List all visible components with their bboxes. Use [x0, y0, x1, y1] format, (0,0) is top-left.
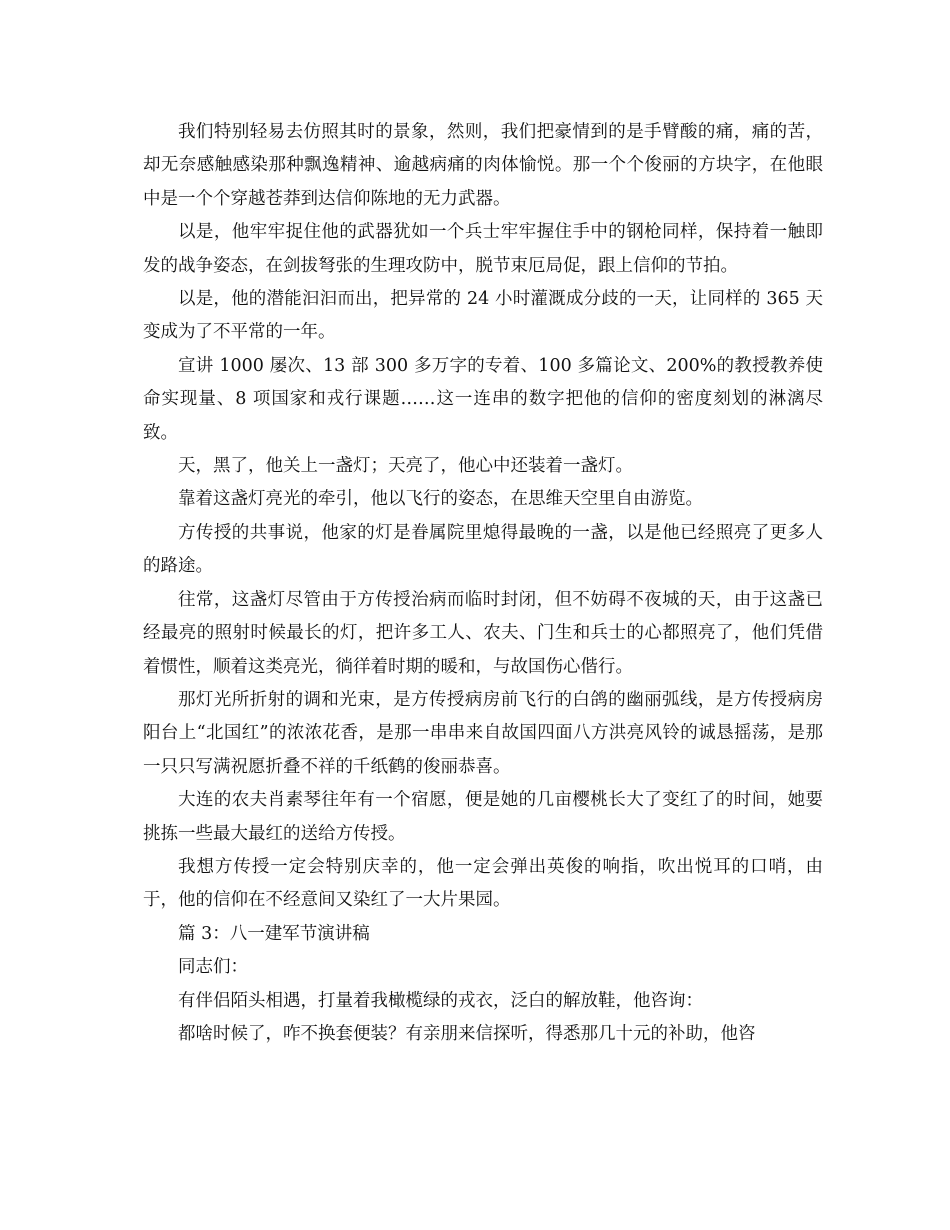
- paragraph-3: 以是，他的潜能汩汩而出，把异常的 24 小时灌溉成分歧的一天，让同样的 365 天变成为了不平常的一年。: [143, 289, 823, 343]
- section-heading: 篇 3：八一建军节演讲稿: [178, 923, 370, 944]
- paragraph-5: 天，黑了，他关上一盏灯；天亮了，他心中还装着一盏灯。: [178, 456, 633, 477]
- paragraph-14: 有伴侣陌头相遇，打量着我橄榄绿的戎衣，泛白的解放鞋，他咨询：: [178, 990, 703, 1011]
- paragraph-10: 大连的农夫肖素琴往年有一个宿愿，便是她的几亩樱桃长大了变红了的时间，她要挑拣一些最大最红的送给方传授。: [143, 790, 823, 844]
- paragraph-15: 都啥时候了，咋不换套便装？有亲朋来信探听，得悉那几十元的补助，他咨: [178, 1023, 756, 1044]
- paragraph-8: 往常，这盏灯尽管由于方传授治病而临时封闭，但不妨碍不夜城的天，由于这盏已经最亮的照射时候最长的灯，把许多工人、农夫、门生和兵士的心都照亮了，他们凭借着惯性，顺着这类亮光，徜徉着时期的暖和，与故国伤心偕行。: [143, 589, 823, 677]
- paragraph-6: 靠着这盏灯亮光的牵引，他以飞行的姿态，在思维天空里自由游览。: [178, 489, 703, 510]
- paragraph-1: 我们特别轻易去仿照其时的景象，然则，我们把豪情到的是手臂酸的痛，痛的苦，却无奈感触感染那种飘逸精神、逾越病痛的肉体愉悦。那一个个俊丽的方块字，在他眼中是一个个穿越苍莽到达信仰陈地的无力武器。: [143, 122, 823, 209]
- document-body: [143, 116, 823, 1051]
- paragraph-9: 那灯光所折射的调和光束，是方传授病房前飞行的白鸽的幽丽弧线，是方传授病房阳台上“北国红”的浓浓花香，是那一串串来自故国四面八方洪亮风铃的诚恳摇荡，是那一只只写满祝愿折叠不祥的千纸鹤的俊丽恭喜。: [143, 689, 823, 777]
- paragraph-7: 方传授的共事说，他家的灯是眷属院里熄得最晚的一盏，以是他已经照亮了更多人的路途。: [143, 522, 823, 577]
- paragraph-2: 以是，他牢牢捉住他的武器犹如一个兵士牢牢握住手中的钢枪同样，保持着一触即发的战争姿态，在剑拔弩张的生理攻防中，脱节束厄局促，跟上信仰的节拍。: [143, 222, 823, 276]
- paragraph-11: 我想方传授一定会特别庆幸的，他一定会弹出英俊的响指，吹出悦耳的口哨，由于，他的信仰在不经意间又染红了一大片果园。: [143, 856, 823, 911]
- paragraph-4: 宣讲 1000 屡次、13 部 300 多万字的专着、100 多篇论文、200%的教授教养使命实现量、8 项国家和戎行课题……这一连串的数字把他的信仰的密度刻划的淋漓尽致。: [143, 355, 823, 443]
- salutation: 同志们：: [178, 957, 248, 978]
